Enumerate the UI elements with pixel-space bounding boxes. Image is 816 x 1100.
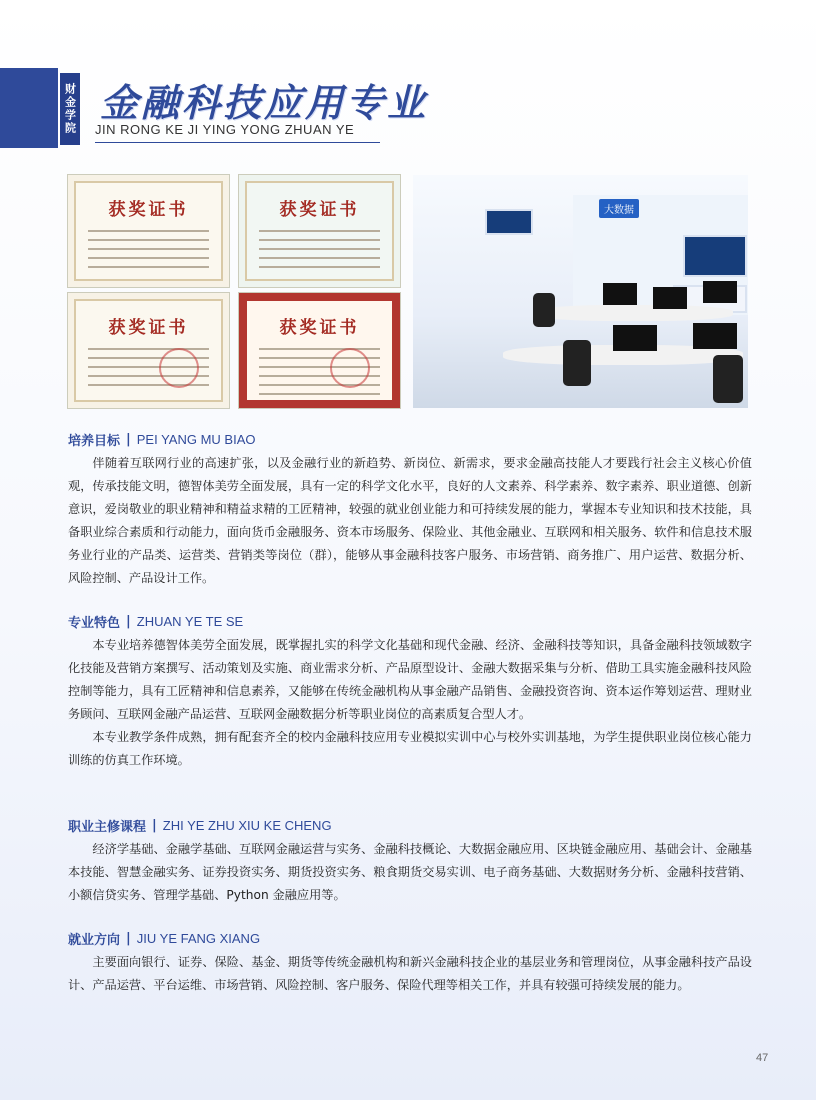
lab-wall-display	[683, 235, 747, 277]
lab-sign: 大数据	[599, 199, 639, 218]
section-core-courses	[68, 816, 752, 907]
separator: |	[126, 931, 131, 946]
section-title-pinyin: JIU YE FANG XIANG	[136, 931, 261, 946]
section-title-pinyin: ZHI YE ZHU XIU KE CHENG	[162, 818, 332, 833]
certificate-title: 获奖证书	[279, 200, 360, 220]
section-paragraph: 本专业教学条件成熟，拥有配套齐全的校内金融科技应用专业模拟实训中心与校外实训基地，为学生提供职业岗位核心能力训练的仿真工作环境。	[68, 730, 752, 767]
monitor	[693, 323, 737, 349]
certificate-title: 获奖证书	[279, 318, 360, 338]
section-paragraph: 伴随着互联网行业的高速扩张，以及金融行业的新趋势、新岗位、新需求，要求金融高技能人才要践行社会主义核心价值观，传承技能文明，德智体美劳全面发展，具有一定的科学文化水平，良好的人文素养、科学素养、数字素养、职业道德、创新意识，爱岗敬业的职业精神和精益求精的工匠精神，较强的就业创业能力和可持续发展的能力，掌握本专业知识和技术技能，具备职业综合素质和行动能力，面向货币金融服务、资本市场服务、保险业、其他金融业、互联网和相关服务、软件和信息技术服务业行业的产品类、运营类、营销类等岗位（群），能够从事金融科技客户服务、市场营销、商务推广、用户运营、数据分析、风险控制、产品设计工作。	[68, 456, 752, 585]
page-number: 47	[756, 1052, 769, 1064]
certificate-photo-4	[239, 293, 400, 408]
section-title-pinyin: ZHUAN YE TE SE	[136, 614, 244, 629]
section-paragraph: 主要面向银行、证券、保险、基金、期货等传统金融机构和新兴金融科技企业的基层业务和管理岗位，从事金融科技产品设计、产品运营、平台运维、市场营销、风险控制、客户服务、保险代理等相关工作，并具有较强可持续发展的能力。	[68, 955, 752, 992]
monitor	[613, 325, 657, 351]
section-heading	[68, 430, 752, 449]
seal-icon	[330, 348, 370, 388]
page-title: 金融科技应用专业	[100, 81, 429, 125]
training-lab-photo	[413, 175, 748, 408]
section-career-direction	[68, 929, 752, 997]
section-title: 职业主修课程	[68, 820, 147, 835]
separator: |	[126, 432, 131, 447]
seal-icon	[159, 348, 199, 388]
lab-desk	[533, 305, 733, 321]
certificate-photo-2	[239, 175, 400, 287]
section-heading	[68, 612, 752, 631]
chair	[563, 340, 591, 386]
certificate-photo-3	[68, 293, 229, 408]
chair	[713, 355, 743, 403]
separator: |	[126, 614, 131, 629]
page-title-pinyin: JIN RONG KE JI YING YONG ZHUAN YE	[95, 122, 355, 137]
monitor	[603, 283, 637, 305]
section-title-pinyin: PEI YANG MU BIAO	[136, 432, 256, 447]
chair	[533, 293, 555, 327]
section-features	[68, 612, 752, 772]
section-title: 培养目标	[68, 434, 121, 449]
college-label: 财金学院	[60, 73, 80, 145]
section-paragraph: 经济学基础、金融学基础、互联网金融运营与实务、金融科技概论、大数据金融应用、区块链金融应用、基础会计、金融基本技能、智慧金融实务、证券投资实务、期货投资实务、粮食期货交易实训、电子商务基础、大数据财务分析、金融科技营销、小额信贷实务、管理学基础、Python 金融应用等。	[68, 842, 752, 902]
side-tab-block	[0, 68, 58, 148]
section-paragraph: 本专业培养德智体美劳全面发展，既掌握扎实的科学文化基础和现代金融、经济、金融科技等知识，具备金融科技领域数字化技能及营销方案撰写、活动策划及实施、商业需求分析、产品原型设计、金融大数据采集与分析、借助工具实施金融科技风险控制等能力，具有工匠精神和信息素养，又能够在传统金融机构从事金融产品销售、金融投资咨询、资本运作筹划运营、理财业务顾问、互联网金融产品运营、互联网金融数据分析等职业岗位的高素质复合型人才。	[68, 638, 752, 721]
section-heading	[68, 816, 752, 835]
title-underline	[95, 142, 380, 143]
lab-wall-display	[485, 209, 533, 235]
section-training-goals	[68, 430, 752, 590]
certificate-title: 获奖证书	[108, 318, 189, 338]
section-title: 就业方向	[68, 933, 121, 948]
monitor	[653, 287, 687, 309]
separator: |	[152, 818, 157, 833]
section-title: 专业特色	[68, 616, 121, 631]
section-heading	[68, 929, 752, 948]
certificate-title: 获奖证书	[108, 200, 189, 220]
monitor	[703, 281, 737, 303]
certificate-photo-1	[68, 175, 229, 287]
